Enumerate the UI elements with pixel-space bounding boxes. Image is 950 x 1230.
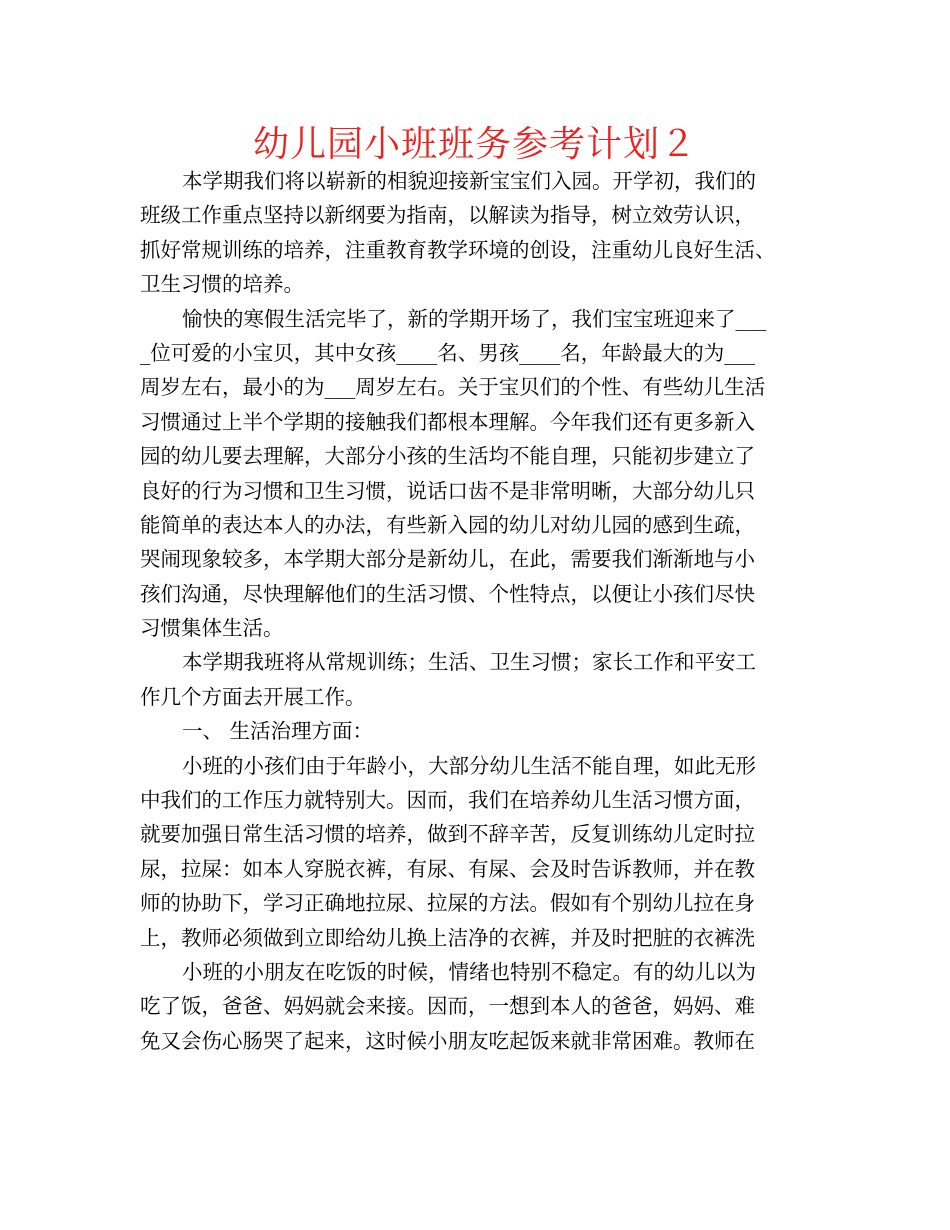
text-line: 就要加强日常生活习惯的培养，做到不辞辛苦，反复训练幼儿定时拉 bbox=[140, 822, 755, 847]
text-line: 吃了饭，爸爸、妈妈就会来接。因而，一想到本人的爸爸，妈妈、难 bbox=[140, 994, 755, 1019]
text-line: 愉快的寒假生活完毕了，新的学期开场了，我们宝宝班迎来了___ bbox=[182, 306, 767, 331]
text-line: 小班的小朋友在吃饭的时候，情绪也特别不稳定。有的幼儿以为 bbox=[182, 959, 756, 984]
text-line: 上，教师必须做到立即给幼儿换上洁净的衣裤，并及时把脏的衣裤洗 bbox=[140, 925, 755, 950]
text-line: 中我们的工作压力就特别大。因而，我们在培养幼儿生活习惯方面， bbox=[140, 788, 755, 813]
text-line: 卫生习惯的培养。 bbox=[140, 272, 304, 297]
text-line: 本学期我们将以崭新的相貌迎接新宝宝们入园。开学初，我们的 bbox=[182, 169, 756, 193]
text-line: 周岁左右，最小的为___周岁左右。关于宝贝们的个性、有些幼儿生活 bbox=[140, 375, 766, 400]
text-line: 孩们沟通，尽快理解他们的生活习惯、个性特点，以便让小孩们尽快 bbox=[140, 581, 755, 606]
text-line: 抓好常规训练的培养，注重教育教学环境的创设，注重幼儿良好生活、 bbox=[140, 237, 776, 262]
text-line: 班级工作重点坚持以新纲要为指南，以解读为指导，树立效劳认识， bbox=[140, 203, 755, 228]
text-line: 作几个方面去开展工作。 bbox=[140, 684, 366, 709]
text-line: 园的幼儿要去理解，大部分小孩的生活均不能自理，只能初步建立了 bbox=[140, 444, 755, 469]
text-line: 尿，拉屎：如本人穿脱衣裤，有尿、有屎、会及时告诉教师，并在教 bbox=[140, 856, 755, 881]
text-line: 哭闹现象较多，本学期大部分是新幼儿，在此，需要我们渐渐地与小 bbox=[140, 547, 755, 572]
text-line: 能简单的表达本人的办法，有些新入园的幼儿对幼儿园的感到生疏， bbox=[140, 512, 755, 537]
text-line: _位可爱的小宝贝，其中女孩____名、男孩____名，年龄最大的为___ bbox=[140, 340, 755, 365]
document-body bbox=[140, 164, 830, 1058]
text-line: 良好的行为习惯和卫生习惯，说话口齿不是非常明晰，大部分幼儿只 bbox=[140, 478, 755, 503]
text-line: 习惯通过上半个学期的接触我们都根本理解。今年我们还有更多新入 bbox=[140, 409, 755, 434]
text-line: 一、 生活治理方面： bbox=[182, 719, 374, 744]
text-line: 习惯集体生活。 bbox=[140, 616, 284, 641]
text-line: 师的协助下，学习正确地拉尿、拉屎的方法。假如有个别幼儿拉在身 bbox=[140, 891, 755, 916]
text-line: 免又会伤心肠哭了起来，这时候小朋友吃起饭来就非常困难。教师在 bbox=[140, 1028, 755, 1053]
text-line: 本学期我班将从常规训练；生活、卫生习惯；家长工作和平安工 bbox=[182, 650, 756, 675]
document-title: 幼儿园小班班务参考计划２ bbox=[252, 124, 697, 165]
text-line: 小班的小孩们由于年龄小，大部分幼儿生活不能自理，如此无形 bbox=[182, 753, 756, 778]
